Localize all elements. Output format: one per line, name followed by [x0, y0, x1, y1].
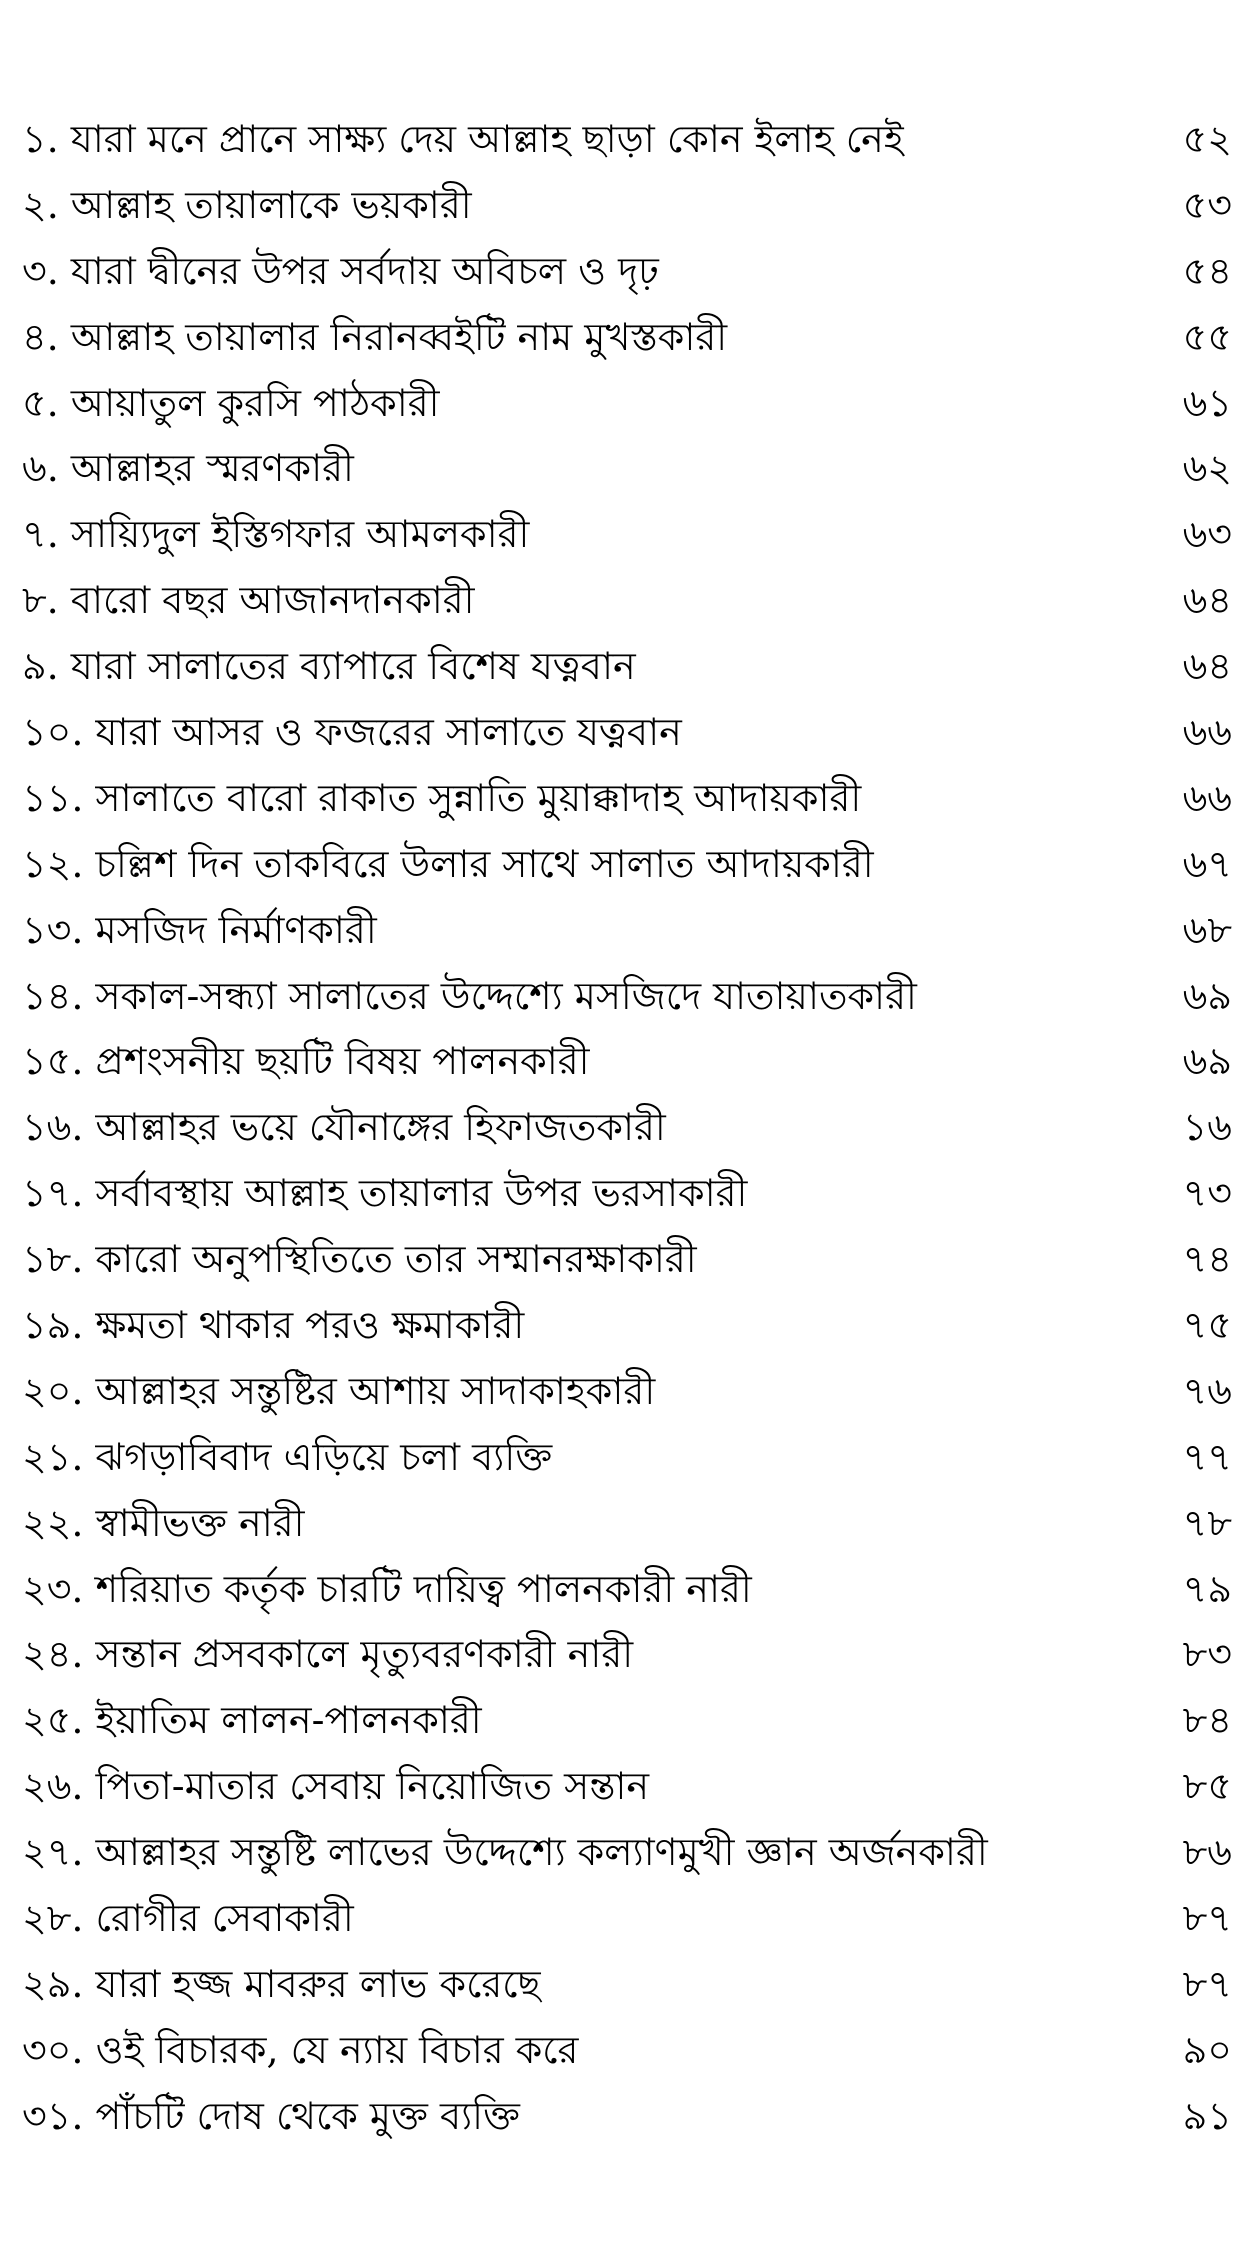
toc-entry-number: ২২. [22, 1500, 84, 1545]
toc-entry-page: ৬২ [1182, 446, 1232, 491]
toc-entry-number: ২৮. [22, 1896, 84, 1941]
toc-entry-number: ৯. [22, 644, 59, 689]
toc-entry-page: ৭৮ [1182, 1500, 1232, 1545]
toc-entry-number: ১. [22, 117, 59, 161]
toc-entry-number: ৪. [22, 314, 59, 359]
toc-entry-page: ৭৯ [1182, 1566, 1232, 1611]
toc-entry-number: ৩১. [22, 2093, 84, 2138]
toc-entry-title: চল্লিশ দিন তাকবিরে উলার সাথে সালাত আদায়কারী [95, 841, 874, 886]
toc-entry [22, 898, 1232, 964]
toc-entry [22, 1227, 1232, 1293]
toc-entry-title: সকাল-সন্ধ্যা সালাতের উদ্দেশ্যে মসজিদে যাতায়াতকারী [95, 973, 917, 1018]
toc-entry [22, 1622, 1232, 1688]
toc-entry-page: ৮৬ [1182, 1830, 1232, 1875]
toc-entry [22, 1754, 1232, 1820]
toc-entry-title: কারো অনুপস্থিতিতে তার সম্মানরক্ষাকারী [95, 1237, 697, 1282]
toc-entry-title: বারো বছর আজানদানকারী [70, 578, 475, 623]
toc-entry-page: ৮৭ [1182, 1961, 1232, 2006]
toc-entry-title: রোগীর সেবাকারী [95, 1896, 354, 1941]
toc-entry-title: আল্লাহর সন্তুষ্টির আশায় সাদাকাহকারী [95, 1368, 656, 1413]
toc-entry [22, 502, 1232, 568]
toc-entry-page: ৫৩ [1182, 182, 1232, 227]
toc-entry-title: আয়াতুল কুরসি পাঠকারী [70, 380, 440, 425]
toc-entry-number: ৩০. [22, 2027, 84, 2072]
toc-entry-page: ৮৪ [1182, 1698, 1232, 1743]
toc-entry-number: ২০. [22, 1368, 84, 1413]
toc-entry-number: ২৩. [22, 1566, 84, 1611]
toc-entry [22, 1886, 1232, 1952]
toc-entry-number: ২৪. [22, 1632, 84, 1677]
toc-entry-title: স্বামীভক্ত নারী [95, 1500, 305, 1545]
toc-entry-title: আল্লাহর সন্তুষ্টি লাভের উদ্দেশ্যে কল্যাণমুখী জ্ঞান অর্জনকারী [95, 1830, 988, 1875]
toc-entry-title: সায়্যিদুল ইস্তিগফার আমলকারী [70, 512, 530, 557]
toc-entry [22, 1688, 1232, 1754]
toc-entry [22, 1095, 1232, 1161]
toc-entry-title: ক্ষমতা থাকার পরও ক্ষমাকারী [95, 1303, 525, 1348]
toc-entry-title: সর্বাবস্থায় আল্লাহ তায়ালার উপর ভরসাকারী [95, 1171, 748, 1216]
toc-entry-title: সালাতে বারো রাকাত সুন্নাতি মুয়াক্কাদাহ আদায়কারী [95, 775, 862, 820]
toc-entry-page: ৫৪ [1182, 248, 1232, 293]
toc-entry [22, 964, 1232, 1030]
toc-entry-number: ১৫. [22, 1039, 84, 1084]
toc-entry-page: ৫৫ [1182, 314, 1232, 359]
toc-entry [22, 107, 1232, 173]
toc-entry-page: ৮৫ [1182, 1764, 1232, 1809]
toc-entry [22, 1952, 1232, 2018]
toc-entry-page: ৬৪ [1182, 578, 1232, 623]
toc-entry-page: ৬৮ [1182, 907, 1232, 952]
toc-entry-number: ২১. [22, 1434, 84, 1479]
toc-entry-page: ৬১ [1182, 380, 1232, 425]
toc-entry-page: ৬৪ [1182, 644, 1232, 689]
table-of-contents [22, 107, 1232, 2150]
toc-entry-title: মসজিদ নির্মাণকারী [95, 907, 377, 952]
toc-entry-title: পিতা-মাতার সেবায় নিয়োজিত সন্তান [95, 1764, 650, 1809]
toc-entry-number: ১৪. [22, 973, 84, 1018]
toc-entry-title: আল্লাহ তায়ালাকে ভয়কারী [70, 182, 472, 227]
toc-entry-number: ২৫. [22, 1698, 84, 1743]
toc-entry-page: ৯০ [1182, 2027, 1232, 2072]
toc-entry-page: ৭৪ [1182, 1237, 1232, 1282]
toc-entry-page: ৬৯ [1182, 973, 1232, 1018]
toc-entry-number: ২৯. [22, 1961, 84, 2006]
toc-entry-number: ১২. [22, 841, 84, 886]
toc-entry-title: ইয়াতিম লালন-পালনকারী [95, 1698, 482, 1743]
toc-entry-number: ১০. [22, 710, 84, 755]
toc-entry-page: ৮৭ [1182, 1896, 1232, 1941]
toc-entry-page: ৯১ [1182, 2093, 1232, 2138]
toc-entry [22, 371, 1232, 437]
toc-entry-number: ১৮. [22, 1237, 84, 1282]
toc-entry [22, 568, 1232, 634]
toc-entry [22, 1425, 1232, 1491]
toc-entry-number: ২. [22, 182, 59, 227]
toc-entry-number: ৭. [22, 512, 59, 557]
toc-entry-title: যারা মনে প্রানে সাক্ষ্য দেয় আল্লাহ ছাড়া কোন ইলাহ নেই [70, 117, 904, 161]
toc-entry-title: ঝগড়াবিবাদ এড়িয়ে চলা ব্যক্তি [95, 1434, 553, 1479]
toc-entry-number: ৮. [22, 578, 59, 623]
toc-entry-number: ১৬. [22, 1105, 84, 1150]
toc-entry-page: ৬৬ [1182, 775, 1232, 820]
toc-entry [22, 766, 1232, 832]
toc-entry-title: শরিয়াত কর্তৃক চারটি দায়িত্ব পালনকারী নারী [95, 1566, 752, 1611]
toc-entry-title: আল্লাহর ভয়ে যৌনাঙ্গের হিফাজতকারী [95, 1105, 666, 1150]
toc-entry-title: যারা সালাতের ব্যাপারে বিশেষ যত্নবান [70, 644, 636, 689]
toc-entry-page: ৮৩ [1182, 1632, 1232, 1677]
toc-entry [22, 832, 1232, 898]
toc-entry [22, 1491, 1232, 1557]
toc-entry [22, 1293, 1232, 1359]
toc-entry-page: ৬৩ [1182, 512, 1232, 557]
toc-entry-number: ১৯. [22, 1303, 84, 1348]
toc-entry-number: ৫. [22, 380, 59, 425]
toc-entry-title: যারা হজ্জ মাবরুর লাভ করেছে [95, 1961, 541, 2006]
toc-entry [22, 1161, 1232, 1227]
toc-entry-page: ৭৫ [1182, 1303, 1232, 1348]
toc-entry-page: ৬৭ [1182, 841, 1232, 886]
toc-entry-number: ১১. [22, 775, 84, 820]
toc-entry [22, 634, 1232, 700]
toc-entry [22, 1029, 1232, 1095]
toc-entry-page: ৭৬ [1182, 1368, 1232, 1413]
toc-entry-page: ৬৯ [1182, 1039, 1232, 1084]
toc-entry [22, 436, 1232, 502]
toc-entry-number: ২৬. [22, 1764, 84, 1809]
toc-entry [22, 2018, 1232, 2084]
toc-entry-title: আল্লাহর স্মরণকারী [70, 446, 354, 491]
toc-entry-page: ৫২ [1182, 117, 1232, 161]
toc-entry [22, 173, 1232, 239]
toc-entry-page: ৬৬ [1182, 710, 1232, 755]
toc-entry-number: ১৩. [22, 907, 84, 952]
toc-entry-title: যারা আসর ও ফজরের সালাতে যত্নবান [95, 710, 682, 755]
toc-entry-page: ৭৭ [1182, 1434, 1232, 1479]
toc-entry-title: প্রশংসনীয় ছয়টি বিষয় পালনকারী [95, 1039, 590, 1084]
toc-entry-title: সন্তান প্রসবকালে মৃত্যুবরণকারী নারী [95, 1632, 634, 1677]
toc-entry [22, 2084, 1232, 2150]
toc-entry [22, 239, 1232, 305]
toc-entry [22, 1557, 1232, 1623]
toc-entry-number: ১৭. [22, 1171, 84, 1216]
toc-entry-title: যারা দ্বীনের উপর সর্বদায় অবিচল ও দৃঢ় [70, 248, 659, 293]
toc-entry-number: ৬. [22, 446, 59, 491]
toc-entry [22, 305, 1232, 371]
toc-entry-number: ২৭. [22, 1830, 84, 1875]
toc-entry-number: ৩. [22, 248, 59, 293]
toc-entry [22, 700, 1232, 766]
toc-entry-title: ওই বিচারক, যে ন্যায় বিচার করে [95, 2027, 579, 2072]
toc-entry-page: ১৬ [1182, 1105, 1232, 1150]
toc-entry [22, 1820, 1232, 1886]
toc-entry-title: পাঁচটি দোষ থেকে মুক্ত ব্যক্তি [95, 2093, 520, 2138]
toc-entry-title: আল্লাহ তায়ালার নিরানব্বইটি নাম মুখস্তকারী [70, 314, 728, 359]
toc-entry [22, 1359, 1232, 1425]
toc-entry-page: ৭৩ [1182, 1171, 1232, 1216]
